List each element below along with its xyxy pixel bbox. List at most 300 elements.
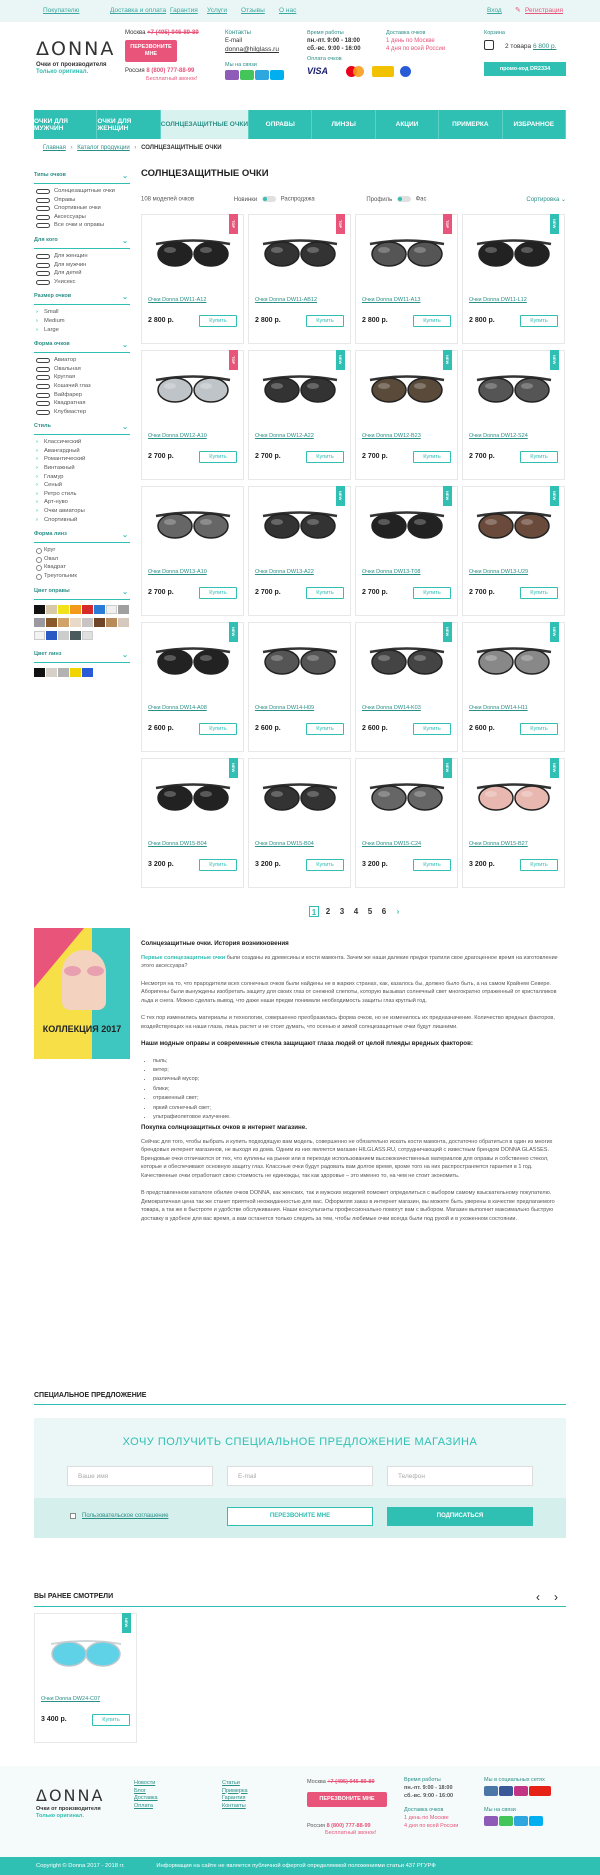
color-swatch[interactable]: [58, 631, 69, 640]
subscribe-button[interactable]: ПОДПИСАТЬСЯ: [387, 1507, 533, 1526]
product-name[interactable]: Очки Donna DW14-H11: [469, 705, 528, 711]
model-sunglasses-icon: [64, 966, 104, 976]
footer-whatsapp-icon[interactable]: [499, 1816, 513, 1826]
buy-button[interactable]: Купить: [199, 859, 237, 871]
glasses-image: [150, 773, 236, 819]
skype-icon[interactable]: [270, 70, 284, 80]
filter-shapes-item[interactable]: [34, 408, 130, 417]
page-5[interactable]: 5: [367, 907, 373, 916]
whatsapp-icon[interactable]: [240, 70, 254, 80]
social-label: Мы в социальных сетях: [484, 1777, 545, 1783]
footer-moscow-phone[interactable]: +7 (495) 946-89-89: [327, 1779, 375, 1785]
color-swatch[interactable]: [106, 605, 117, 614]
offer-callback-button[interactable]: ПЕРЕЗВОНИТЕ МНЕ: [227, 1507, 373, 1526]
footer-link[interactable]: Новости: [134, 1780, 156, 1786]
color-swatch[interactable]: [46, 605, 57, 614]
glasses-icon: [36, 263, 50, 268]
color-swatch[interactable]: [70, 605, 81, 614]
webmoney-icon: [400, 66, 411, 77]
page-3[interactable]: 3: [339, 907, 345, 916]
product-name[interactable]: Очки Donna DW15-C24: [362, 841, 422, 847]
mastercard-icon: [346, 66, 364, 77]
catalog-filters: [141, 196, 566, 203]
social-icons: [484, 1786, 552, 1798]
filter-for-item[interactable]: [34, 278, 130, 287]
page-title: СОЛНЦЕЗАЩИТНЫЕ ОЧКИ: [141, 168, 269, 179]
filter-types-item[interactable]: [34, 221, 130, 230]
buy-button[interactable]: Купить: [520, 451, 558, 463]
pencil-icon: ✎: [515, 7, 521, 14]
filter-sizes-item[interactable]: › Medium: [34, 317, 130, 326]
logo[interactable]: ΔONNA: [36, 38, 116, 60]
glasses-image: [471, 365, 557, 411]
color-swatch[interactable]: [34, 631, 45, 640]
moscow-label: Москва: [125, 30, 146, 36]
product-name[interactable]: Очки Donna DW12-B23: [362, 433, 421, 439]
product-tag: NEW: [229, 622, 238, 642]
color-swatch[interactable]: [70, 631, 81, 640]
filter-for-header[interactable]: Для кого ⌄: [34, 237, 130, 249]
product-card[interactable]: [248, 350, 351, 480]
buy-button[interactable]: Купить: [520, 315, 558, 327]
top-bar: [0, 0, 600, 22]
filter-style-header[interactable]: Стиль ⌄: [34, 423, 130, 435]
buy-button[interactable]: Купить: [306, 723, 344, 735]
phone-input[interactable]: Телефон: [387, 1466, 533, 1486]
product-tag: TOP: [229, 214, 238, 234]
messenger-icons: [225, 70, 285, 82]
glasses-image: [257, 501, 343, 547]
toplink-buyer[interactable]: Покупателю: [43, 7, 80, 14]
product-tag: TOP: [336, 214, 345, 234]
glasses-icon: [36, 254, 50, 259]
nav-sunglasses[interactable]: СОЛНЦЕЗАЩИТНЫЕ ОЧКИ: [161, 110, 249, 139]
filter-size-header[interactable]: Размер очков ⌄: [34, 293, 130, 305]
footer-russia-block: Россия 8 (800) 777-88-99: [307, 1823, 371, 1829]
footer-telegram-icon[interactable]: [514, 1816, 528, 1826]
filter-label: Для женщин: [54, 252, 88, 259]
pagination: [309, 906, 403, 917]
filter-lens_shapes-item[interactable]: Круг: [34, 546, 130, 555]
email-link[interactable]: donna@hilglass.ru: [225, 46, 279, 53]
buy-button[interactable]: Купить: [520, 723, 558, 735]
recent-prev-icon[interactable]: ‹: [536, 1590, 540, 1604]
product-price: 2 600 р.: [148, 725, 174, 732]
buy-button[interactable]: Купить: [413, 587, 451, 599]
glasses-icon: [36, 375, 50, 380]
free-call: Бесплатный звонок!: [146, 76, 198, 82]
product-name[interactable]: Очки Donna DW11-L12: [469, 297, 527, 303]
page-4[interactable]: 4: [353, 907, 359, 916]
footer-links-1: [128, 1780, 158, 1810]
color-swatch[interactable]: [70, 668, 81, 677]
filter-lens_shapes-item[interactable]: Квадрат: [34, 563, 130, 572]
filter-lens-shape-header[interactable]: Форма линз ⌄: [34, 531, 130, 543]
list-item: • яркий солнечный свет;: [153, 1104, 566, 1113]
buy-button[interactable]: Купить: [520, 859, 558, 871]
footer-link[interactable]: Оплата: [134, 1802, 153, 1809]
footer-callback-button[interactable]: ПЕРЕЗВОНИТЕ МНЕ: [307, 1792, 387, 1807]
color-swatch[interactable]: [58, 618, 69, 627]
filter-styles-item[interactable]: › Романтический: [34, 455, 130, 464]
product-price: 2 600 р.: [255, 725, 281, 732]
page-1[interactable]: 1: [309, 906, 319, 917]
offer-heading: ХОЧУ ПОЛУЧИТЬ СПЕЦИАЛЬНОЕ ПРЕДЛОЖЕНИЕ МАГАЗИНА: [122, 1436, 478, 1448]
filter-styles-item[interactable]: › Винтажный: [34, 464, 130, 473]
filter-styles-item[interactable]: › Сеный: [34, 481, 130, 490]
product-price: 2 800 р.: [469, 317, 495, 324]
nav-tryon[interactable]: ПРИМЕРКА: [439, 110, 502, 139]
telegram-icon[interactable]: [255, 70, 269, 80]
filter-label: Все очки и оправы: [54, 222, 105, 229]
recent-product-card[interactable]: [34, 1613, 137, 1743]
facebook-icon[interactable]: [499, 1786, 513, 1796]
article-list: [153, 1057, 566, 1123]
color-swatch[interactable]: [46, 618, 57, 627]
product-card[interactable]: [355, 486, 458, 616]
color-swatch[interactable]: [34, 618, 45, 627]
filter-sizes-item[interactable]: › Small: [34, 308, 130, 317]
agreement-link[interactable]: Пользовательское соглашение: [82, 1513, 169, 1519]
vk-icon[interactable]: [484, 1786, 498, 1796]
instagram-icon[interactable]: [514, 1786, 528, 1796]
product-price: 2 800 р.: [148, 317, 174, 324]
footer-links-2: [216, 1780, 248, 1810]
recent-tag: NEW: [122, 1613, 131, 1633]
color-swatch[interactable]: [94, 618, 105, 627]
filter-shape-header[interactable]: Форма очков ⌄: [34, 341, 130, 353]
product-card[interactable]: [248, 622, 351, 752]
filter-styles-item[interactable]: › Гламур: [34, 473, 130, 482]
color-swatch[interactable]: [70, 618, 81, 627]
product-price: 2 600 р.: [469, 725, 495, 732]
filter-shapes-item[interactable]: [34, 373, 130, 382]
glasses-image: [471, 229, 557, 275]
product-card[interactable]: [462, 622, 565, 752]
color-swatch[interactable]: [106, 618, 117, 627]
cart-icon[interactable]: [484, 40, 494, 50]
filter-shapes-item[interactable]: [34, 391, 130, 400]
list-item: • отраженный свет;: [153, 1094, 566, 1103]
filter-shapes-item[interactable]: [34, 356, 130, 365]
glasses-icon: [36, 223, 50, 228]
filter-styles-item[interactable]: › Авангардный: [34, 447, 130, 456]
color-swatch[interactable]: [82, 618, 93, 627]
filter-styles-item[interactable]: › Спортивный: [34, 516, 130, 525]
messengers-label: Мы на связи: [225, 62, 257, 68]
filter-styles-item[interactable]: › Очки авиаторы: [34, 507, 130, 516]
filter-label: Квадратная: [54, 400, 86, 407]
product-tag: NEW: [550, 486, 559, 506]
color-swatch[interactable]: [82, 631, 93, 640]
product-card[interactable]: [355, 758, 458, 888]
product-tag: NEW: [550, 622, 559, 642]
product-tag: NEW: [229, 758, 238, 778]
recent-title: ВЫ РАНЕЕ СМОТРЕЛИ: [34, 1593, 114, 1600]
filter-styles-item[interactable]: › Классический: [34, 438, 130, 447]
color-swatch[interactable]: [58, 605, 69, 614]
product-card[interactable]: [248, 486, 351, 616]
product-card[interactable]: [141, 758, 244, 888]
seo-article: [141, 940, 566, 1232]
hours-weekend: сб.-вс. 9:00 - 16:00: [307, 46, 361, 52]
nav-men[interactable]: ОЧКИ ДЛЯ МУЖЧИН: [34, 110, 97, 139]
buy-button[interactable]: Купить: [199, 723, 237, 735]
moscow-phone[interactable]: +7 (495) 946-89-89: [147, 30, 199, 36]
product-name[interactable]: Очки Donna DW14-A08: [148, 705, 207, 711]
filter-types-item[interactable]: [34, 196, 130, 205]
russia-label: Россия: [125, 68, 145, 74]
article-subheading-2: Покупка солнцезащитных очков в интернет магазине.: [141, 1124, 307, 1132]
toplink-about[interactable]: О нас: [279, 7, 297, 14]
toplink-warranty[interactable]: Гарантия: [170, 7, 198, 14]
color-swatch[interactable]: [58, 668, 69, 677]
nav-frames[interactable]: ОПРАВЫ: [249, 110, 312, 139]
article-p3: С тех пор изменились материалы и технологии, совершенно преобразилась форма очков, но не изменилось их предназначение. Количество вредных факторов, воздействующих на наши глаза, лишь растет и не стоит думать, что осенью и зимой солнцезащитные очки будут лишними.: [141, 1015, 555, 1030]
product-card[interactable]: [462, 486, 565, 616]
glasses-image: [364, 365, 450, 411]
filter-types-item[interactable]: [34, 204, 130, 213]
article-heading: Солнцезащитные очки. История возникновения: [141, 940, 289, 947]
page-6[interactable]: 6: [381, 907, 387, 916]
article-p2: Несмотря на то, что прародители всех солнечных очков были найдены не в жарких странах, как, казалось бы, должно было быть, а на самом Крайнем Севере. Аборигены были вынуждены изобретать защиту для своих глаз от снежной слепоты, которую вызывал солнечный свет многократно отраженный от кристалликов льда и снега. Можно сделать вывод, что даже наши предки понимали необходимость защиты глаз круглый год.: [141, 980, 557, 1004]
recent-buy-button[interactable]: Купить: [92, 1714, 130, 1726]
product-card[interactable]: [462, 214, 565, 344]
header: [0, 22, 600, 110]
buy-button[interactable]: Купить: [306, 587, 344, 599]
product-name[interactable]: Очки Donna DW12-A22: [255, 433, 314, 439]
callback-button[interactable]: ПЕРЕЗВОНИТЕ МНЕ: [125, 40, 177, 62]
filter-types-item[interactable]: [34, 213, 130, 222]
filter-for-item[interactable]: [34, 269, 130, 278]
filter-label: Авиатор: [54, 357, 77, 364]
email-input[interactable]: E-mail: [227, 1466, 373, 1486]
footer-tagline-original: Только оригинал.: [36, 1813, 84, 1819]
color-swatch[interactable]: [82, 668, 93, 677]
nav-lenses[interactable]: ЛИНЗЫ: [312, 110, 375, 139]
footer-delivery-russia: 4 дня по всей России: [404, 1823, 459, 1829]
footer-viber-icon[interactable]: [484, 1816, 498, 1826]
glasses-image: [471, 637, 557, 683]
product-name[interactable]: Очки Donna DW12-A10: [148, 433, 207, 439]
product-card[interactable]: [248, 214, 351, 344]
russia-phone[interactable]: 8 (800) 777-88-99: [146, 68, 195, 74]
buy-button[interactable]: Купить: [199, 451, 237, 463]
product-card[interactable]: [141, 350, 244, 480]
filter-label: Спортивные очки: [54, 205, 101, 212]
crumb-catalog[interactable]: Каталог продукции: [77, 145, 130, 151]
footer-free-call: Бесплатный звонок!: [325, 1830, 377, 1836]
face-label: Фас: [415, 196, 427, 203]
product-tag: NEW: [443, 486, 452, 506]
filter-label: Для мужчин: [54, 261, 87, 268]
buy-button[interactable]: Купить: [306, 859, 344, 871]
product-price: 2 800 р.: [362, 317, 388, 324]
buy-button[interactable]: Купить: [413, 859, 451, 871]
legal-note: Информация на сайте не является публичной офертой определяемой положениями статьи 437 РГУРФ: [156, 1863, 436, 1869]
filter-for-item[interactable]: [34, 261, 130, 270]
footer-link[interactable]: Гарантия: [222, 1795, 246, 1801]
register-link[interactable]: Регистрация: [525, 7, 563, 14]
product-name[interactable]: Очки Donna DW15-B27: [469, 841, 528, 847]
product-card[interactable]: [248, 758, 351, 888]
footer-link[interactable]: Примерка: [222, 1787, 248, 1794]
glasses-image: [364, 229, 450, 275]
recent-product-name[interactable]: Очки Donna DW24-C07: [41, 1696, 101, 1702]
filter-types-item[interactable]: [34, 187, 130, 196]
agreement-checkbox[interactable]: [70, 1513, 76, 1519]
collection-banner[interactable]: [34, 928, 130, 1059]
product-card[interactable]: [355, 214, 458, 344]
product-name[interactable]: Очки Donna DW11-AB12: [255, 297, 318, 303]
page-2[interactable]: 2: [325, 907, 331, 916]
new-sale-toggle[interactable]: [262, 196, 276, 202]
color-swatch[interactable]: [118, 618, 129, 627]
nav-sales[interactable]: АКЦИИ: [376, 110, 439, 139]
product-tag: NEW: [550, 758, 559, 778]
glasses-image: [150, 501, 236, 547]
sort-dropdown[interactable]: Сортировка ⌄: [526, 197, 566, 203]
glasses-icon: [36, 280, 50, 285]
hours-weekday: пн.-пт. 9:00 - 18:00: [307, 38, 360, 44]
filter-label: Вайфарер: [54, 391, 82, 398]
profile-face-toggle[interactable]: [397, 196, 411, 202]
copyright: Copyright © Donna 2017 - 2018 гг.: [36, 1863, 125, 1869]
color-swatch[interactable]: [34, 668, 45, 677]
color-swatch[interactable]: [82, 605, 93, 614]
color-swatch[interactable]: [34, 605, 45, 614]
buy-button[interactable]: Купить: [199, 315, 237, 327]
filter-shapes-item[interactable]: [34, 365, 130, 374]
filter-styles-item[interactable]: › Арт-нуво: [34, 498, 130, 507]
filter-label: Круглая: [54, 374, 76, 381]
product-name[interactable]: Очки Donna DW13-A10: [148, 569, 207, 575]
product-card[interactable]: [462, 350, 565, 480]
glasses-image: [471, 773, 557, 819]
filter-shapes-item[interactable]: [34, 399, 130, 408]
collection-text: КОЛЛЕКЦИЯ 2017: [42, 1024, 122, 1034]
toplink-delivery[interactable]: Доставка и оплата: [110, 7, 167, 14]
filter-styles-item[interactable]: › Ретро стиль: [34, 490, 130, 499]
glasses-image: [364, 501, 450, 547]
yandex-money-icon: [372, 66, 394, 77]
product-name[interactable]: Очки Donna DW13-T08: [362, 569, 421, 575]
filter-sizes-item[interactable]: › Large: [34, 326, 130, 335]
footer-logo[interactable]: ΔONNA: [36, 1786, 105, 1805]
color-swatch[interactable]: [46, 631, 57, 640]
product-name[interactable]: Очки Donna DW12-S24: [469, 433, 528, 439]
color-swatch[interactable]: [118, 605, 129, 614]
filter-shapes-item[interactable]: [34, 382, 130, 391]
buy-button[interactable]: Купить: [413, 315, 451, 327]
promo-code[interactable]: промо-код DR2334: [484, 62, 566, 76]
filter-label: Кошачий глаз: [54, 382, 91, 389]
filter-lens_shapes-item[interactable]: Овал: [34, 555, 130, 564]
list-item: • различный мусор;: [153, 1075, 566, 1084]
product-card[interactable]: [141, 622, 244, 752]
cart-summary[interactable]: 2 товара 6 800 р.: [505, 43, 557, 50]
color-swatch[interactable]: [46, 668, 57, 677]
footer-skype-icon[interactable]: [529, 1816, 543, 1826]
product-name[interactable]: Очки Donna DW15-B04: [255, 841, 314, 847]
buy-button[interactable]: Купить: [413, 723, 451, 735]
footer-russia-phone[interactable]: 8 (800) 777-88-99: [326, 1823, 371, 1829]
email-label: E-mail: [225, 38, 243, 44]
buy-button[interactable]: Купить: [520, 587, 558, 599]
filter-types-header[interactable]: Типы очков ⌄: [34, 172, 130, 184]
product-card[interactable]: [355, 622, 458, 752]
footer-link[interactable]: Доставка: [134, 1795, 158, 1801]
product-card[interactable]: [462, 758, 565, 888]
article-subheading-1: Наши модные оправы и современные стекла защищают глаза людей от целой плеяды вредных факторов:: [141, 1040, 473, 1047]
footer-hours-weekday: пн.-пт. 9:00 - 18:00: [404, 1785, 453, 1791]
recent-next-icon[interactable]: ›: [554, 1590, 558, 1604]
crumb-home[interactable]: Главная: [43, 145, 66, 151]
list-item: • ультрафиолетовое излучение.: [153, 1113, 566, 1122]
filter-frame-color-header[interactable]: Цвет оправы ⌄: [34, 588, 130, 600]
buy-button[interactable]: Купить: [306, 315, 344, 327]
footer-link[interactable]: Контакты: [222, 1802, 246, 1809]
buy-button[interactable]: Купить: [199, 587, 237, 599]
product-name[interactable]: Очки Donna DW14-K03: [362, 705, 421, 711]
filter-lens-color-header[interactable]: Цвет линз ⌄: [34, 651, 130, 663]
product-name[interactable]: Очки Donna DW15-B04: [148, 841, 207, 847]
product-tag: NEW: [336, 486, 345, 506]
color-swatch[interactable]: [94, 605, 105, 614]
footer-moscow-block: Москва +7 (495) 946-89-89: [307, 1779, 375, 1785]
product-name[interactable]: Очки Donna DW14-H09: [255, 705, 315, 711]
nav-women[interactable]: ОЧКИ ДЛЯ ЖЕНЩИН: [97, 110, 160, 139]
buy-button[interactable]: Купить: [413, 451, 451, 463]
product-name[interactable]: Очки Donna DW13-U29: [469, 569, 529, 575]
filter-lens_shapes-item[interactable]: Треугольник: [34, 572, 130, 581]
product-price: 2 700 р.: [362, 589, 388, 596]
product-price: 3 200 р.: [362, 861, 388, 868]
glasses-icon: [36, 410, 50, 415]
footer-link[interactable]: Блог: [134, 1787, 146, 1794]
product-tag: NEW: [550, 214, 559, 234]
delivery-russia: 4 дня по всей России: [386, 46, 446, 52]
login-link[interactable]: Вход: [487, 7, 502, 14]
buy-button[interactable]: Купить: [306, 451, 344, 463]
nav-favorites[interactable]: ИЗБРАННОЕ: [503, 110, 566, 139]
model-figure: [62, 950, 106, 1010]
name-input[interactable]: Ваше имя: [67, 1466, 213, 1486]
product-card[interactable]: [141, 214, 244, 344]
filter-label: Клубмастер: [54, 408, 87, 415]
filter-for-item[interactable]: [34, 252, 130, 261]
next-page-icon[interactable]: ›: [396, 907, 400, 916]
cart-label: Корзина: [484, 30, 505, 36]
footer-link[interactable]: Статьи: [222, 1780, 240, 1786]
product-name[interactable]: Очки Donna DW11-A12: [148, 297, 207, 303]
glasses-icon: [36, 206, 50, 211]
youtube-icon[interactable]: [529, 1786, 551, 1796]
catalog: [141, 168, 566, 868]
product-tag: NEW: [443, 758, 452, 778]
list-item: • блики;: [153, 1085, 566, 1094]
product-name[interactable]: Очки Donna DW11-A13: [362, 297, 421, 303]
toplink-reviews[interactable]: Отзывы: [241, 7, 265, 14]
viber-icon[interactable]: [225, 70, 239, 80]
product-name[interactable]: Очки Donna DW13-A22: [255, 569, 314, 575]
glasses-icon: [36, 384, 50, 389]
tagline-original: Только оригинал.: [36, 69, 89, 75]
product-card[interactable]: [141, 486, 244, 616]
toplink-services[interactable]: Услуги: [207, 7, 227, 14]
product-card[interactable]: [355, 350, 458, 480]
delivery-moscow: 1 день по Москве: [386, 38, 435, 44]
